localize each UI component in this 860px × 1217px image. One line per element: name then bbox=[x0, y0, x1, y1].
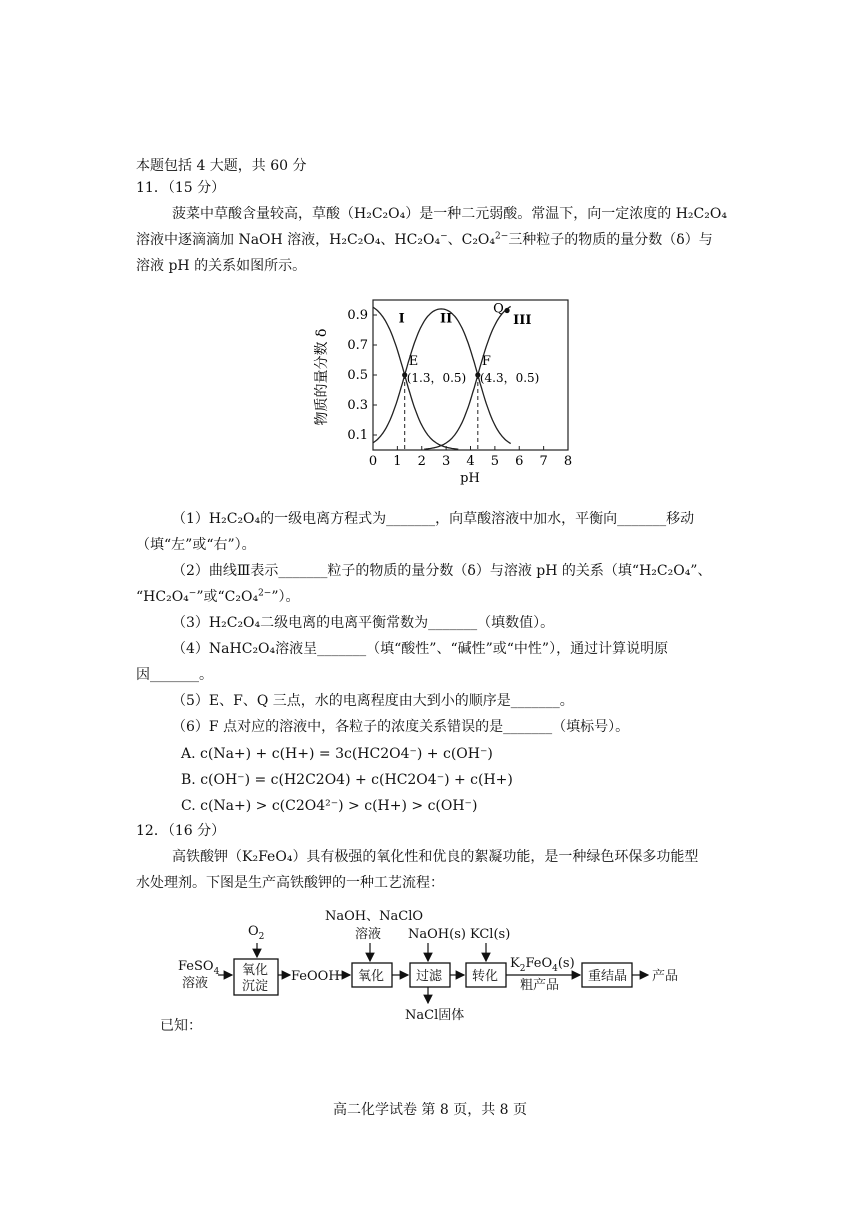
section-intro: 本题包括 4 大题，共 60 分 bbox=[136, 158, 307, 174]
y-tick-label: 0.9 bbox=[347, 308, 368, 323]
q11-number: 11．（15 分） bbox=[136, 180, 226, 196]
nacl-solid-label: NaCl固体 bbox=[405, 1008, 465, 1023]
q11-option-b: B. c(OH⁻) = c(H2C2O4) + c(HC2O4⁻) + c(H+) bbox=[181, 772, 513, 788]
x-tick-label: 8 bbox=[563, 454, 573, 469]
box4-label: 转化 bbox=[472, 969, 499, 984]
point-label-F: F bbox=[481, 354, 491, 369]
o2-label: $O_2$ bbox=[248, 924, 265, 942]
q11-part1-cont: （填“左”或“右”）。 bbox=[136, 537, 256, 553]
x-tick-label: 4 bbox=[466, 454, 475, 469]
q11-part4-cont: 因_______。 bbox=[136, 667, 213, 683]
q12-line1: 高铁酸钾（K₂FeO₄）具有极强的氧化性和优良的絮凝功能，是一种绿色环保多功能型 bbox=[172, 849, 699, 865]
box2-label: 氧化 bbox=[358, 969, 385, 984]
q11-part2-cont: “HC₂O₄−”或“C₂O₄$^{2-}$”）。 bbox=[136, 588, 300, 605]
curve-label-I: I bbox=[398, 311, 405, 327]
box5-label: 重结晶 bbox=[588, 969, 628, 984]
product-label: 产品 bbox=[652, 969, 679, 984]
point-label-Q: Q bbox=[493, 301, 504, 317]
speciation-chart bbox=[310, 292, 590, 492]
q11-part2: （2）曲线Ⅲ表示_______粒子的物质的量分数（δ）与溶液 pH 的关系（填“H₂C₂O₄”、 bbox=[172, 563, 712, 579]
box1-line2: 沉淀 bbox=[242, 979, 269, 994]
process-flow-diagram bbox=[170, 905, 700, 1025]
x-tick-label: 6 bbox=[515, 454, 524, 469]
q11-part5: （5）E、F、Q 三点，水的电离程度由大到小的顺序是_______。 bbox=[172, 693, 574, 709]
y-tick-label: 0.7 bbox=[347, 338, 368, 353]
x-tick-label: 0 bbox=[368, 454, 378, 469]
q11-stem-line1: 菠菜中草酸含量较高，草酸（H₂C₂O₄）是一种二元弱酸。常温下，向一定浓度的 H₂C₂O₄ bbox=[172, 206, 727, 222]
kcl-solid-label: KCl(s) bbox=[470, 927, 511, 942]
point-Q bbox=[504, 308, 509, 313]
q11-part6: （6）F 点对应的溶液中，各粒子的浓度关系错误的是_______（填标号）。 bbox=[172, 719, 630, 735]
x-tick-label: 7 bbox=[539, 454, 548, 469]
feso4-solution-label: 溶液 bbox=[182, 976, 209, 991]
q11-stem-line3: 溶液 pH 的关系如图所示。 bbox=[136, 258, 307, 274]
x-tick-label: 5 bbox=[490, 454, 500, 469]
y-tick-label: 0.1 bbox=[347, 428, 368, 443]
q11-option-c: C. c(Na+) > c(C2O4²⁻) > c(H+) > c(OH⁻) bbox=[181, 798, 478, 814]
point-coord-F: (4.3，0.5) bbox=[479, 371, 540, 385]
crude-product-label: 粗产品 bbox=[520, 978, 560, 993]
q11-part4: （4）NaHC₂O₄溶液呈_______（填“酸性”、“碱性”或“中性”），通过计算说明原 bbox=[172, 641, 669, 657]
q11-part3: （3）H₂C₂O₄二级电离的电离平衡常数为_______（填数值）。 bbox=[172, 615, 555, 631]
naoh-naclo-label: NaOH、NaClO bbox=[325, 909, 424, 924]
q12-line2: 水处理剂。下图是生产高铁酸钾的一种工艺流程： bbox=[136, 875, 444, 891]
q11-stem-line2: 溶液中逐滴滴加 NaOH 溶液，H₂C₂O₄、HC₂O₄−、C₂O₄$^{2-}$三种粒子的物质的量分数（δ）与 bbox=[136, 231, 713, 248]
feooh-label: FeOOH bbox=[291, 969, 340, 984]
q11-part1: （1）H₂C₂O₄的一级电离方程式为_______，向草酸溶液中加水，平衡向_______移动 bbox=[172, 511, 695, 527]
k2feo4-label: $K_2FeO_4(s)$ bbox=[510, 956, 575, 974]
y-tick-label: 0.5 bbox=[347, 368, 368, 383]
box1-line1: 氧化 bbox=[242, 963, 269, 978]
naoh-naclo-solution-label: 溶液 bbox=[355, 927, 382, 942]
page-footer: 高二化学试卷 第 8 页，共 8 页 bbox=[332, 1102, 528, 1118]
y-axis-label: 物质的量分数 δ bbox=[314, 328, 330, 426]
feso4-label: FeSO$_4$ bbox=[178, 959, 220, 977]
curve-label-II: II bbox=[440, 311, 453, 327]
point-label-E: E bbox=[408, 354, 419, 369]
box3-label: 过滤 bbox=[416, 969, 443, 984]
x-tick-label: 1 bbox=[393, 454, 402, 469]
q12-number: 12．（16 分） bbox=[136, 823, 226, 839]
x-axis-label: pH bbox=[460, 471, 480, 486]
x-tick-label: 3 bbox=[441, 454, 451, 469]
point-coord-E: (1.3，0.5) bbox=[406, 371, 467, 385]
q12-known: 已知： bbox=[160, 1018, 202, 1034]
curve-label-III: III bbox=[513, 313, 532, 328]
y-tick-label: 0.3 bbox=[347, 398, 368, 413]
x-tick-label: 2 bbox=[417, 454, 426, 469]
q11-option-a: A. c(Na+) + c(H+) = 3c(HC2O4⁻) + c(OH⁻) bbox=[181, 746, 493, 762]
naoh-solid-label: NaOH(s) bbox=[408, 927, 466, 942]
